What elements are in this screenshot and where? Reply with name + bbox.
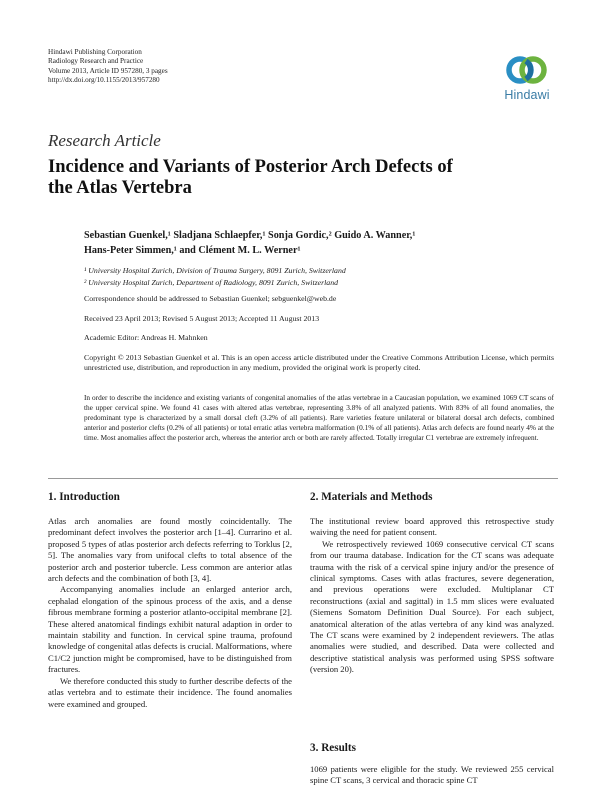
article-title — [48, 157, 518, 199]
title-line: Incidence and Variants of Posterior Arch Defects of — [48, 157, 453, 177]
hindawi-logo-text: Hindawi — [504, 88, 550, 102]
section-divider — [48, 478, 558, 479]
article-type: Research Article — [48, 131, 161, 150]
methods-heading: 2. Materials and Methods — [310, 491, 433, 503]
authors-line: Sebastian Guenkel,¹ Sladjana Schlaepfer,¹ Sonja Gordic,² Guido A. Wanner,¹ — [84, 230, 416, 241]
introduction-heading: 1. Introduction — [48, 491, 120, 503]
methods-body — [310, 516, 554, 676]
paragraph: We therefore conducted this study to further describe defects of the atlas vertebra and to estimate their incidence. The found anomalies were examined and grouped. — [48, 675, 292, 709]
volume-info: Volume 2013, Article ID 957280, 3 pages — [48, 66, 168, 75]
paragraph: 1069 patients were eligible for the study. We reviewed 255 cervical spine CT scans, 3 cervical and thoracic spine CT — [310, 764, 554, 786]
abstract: In order to describe the incidence and existing variants of congenital anomalies of the atlas vertebrae in a Caucasian population, we examined 1069 CT scans of the upper cervical spine. We found 41 cases with altered atlas vertebrae, representing 3.8% of all analyzed patients. With 83% of all found anomalies, the predominant type is characterized by a small dorsal cleft (3.2% of all patients). Rare varieties feature unilateral or bilateral dorsal arch defects, combined anterior and posterior clefts (0.2% of all patients) or total erratic atlas vertebra malformation (0.1% of all patients). Atlas arch defects are found nearly 4% at the time. Most anomalies affect the posterior arch, whereas the anterior arch or both are rarely affected. Totally irregular C1 vertebrae are extremely infrequent. — [84, 393, 554, 442]
paragraph: Accompanying anomalies include an enlarged anterior arch, cephalad elongation of the spinous process of the axis, and a dense fibrous membrane forming a posterior atlanto-occipital membrane [2]. These altered anatomical findings exhibit natural adaption in order to maintain stability and function. In cervical spine trauma, profound knowledge of congenital atlas defects is crucial. Malformations, where C1/C2 junction might be compromised, have to be distinguished from fractures. — [48, 584, 292, 675]
publication-dates: Received 23 April 2013; Revised 5 August 2013; Accepted 11 August 2013 — [84, 314, 320, 323]
affiliation-2: ² University Hospital Zurich, Department of Radiology, 8091 Zurich, Switzerland — [84, 278, 338, 287]
doi-link[interactable]: http://dx.doi.org/10.1155/2013/957280 — [48, 75, 160, 84]
journal-header — [48, 48, 168, 85]
paragraph: Atlas arch anomalies are found mostly coincidentally. The predominant defect involves the posterior arch [1–4]. Currarino et al. proposed 5 types of atlas posterior arch defects referring to Torklus [2, 5]. The anomalies vary from unifocal clefts to total absence of the posterior arch and posterior tubercle. Less common are anterior atlas arch defects and the combination of both [3, 4]. — [48, 516, 292, 584]
author-list — [84, 228, 554, 258]
title-line: the Atlas Vertebra — [48, 178, 192, 198]
correspondence: Correspondence should be addressed to Sebastian Guenkel; sebguenkel@web.de — [84, 294, 337, 303]
introduction-body — [48, 516, 292, 710]
academic-editor: Academic Editor: Andreas H. Mahnken — [84, 333, 208, 342]
paragraph: The institutional review board approved this retrospective study waiving the need for patient consent. — [310, 516, 554, 538]
results-body — [310, 764, 554, 787]
copyright-notice: Copyright © 2013 Sebastian Guenkel et al. This is an open access article distributed under the Creative Commons Attribution License, which permits unrestricted use, distribution, and reproduction in any medium, provided the original work is properly cited. — [84, 353, 554, 372]
journal-name: Radiology Research and Practice — [48, 57, 144, 66]
paragraph: We retrospectively reviewed 1069 consecutive cervical CT scans from our trauma database. Indication for the CT scans was adequate trauma with the risk of a cervical spine injury and/or the presence of clinical symptoms. Cases with atlas fractures, severe degeneration, and previous operations were excluded. Multiplanar CT reconstructions (axial and sagittal) in 1.5 mm slices were evaluated (Siemens Somatom Definition Dual Source). For each subject, anatomical alteration of the atlas vertebra of any kind was analyzed. The CT scans were examined by 2 independent reviewers. The atlas anomalies were studied, and described. Data were collected and descriptive statistical analysis was performed using SPSS software (version 20). — [310, 538, 554, 675]
results-heading: 3. Results — [310, 742, 356, 754]
authors-line: Hans-Peter Simmen,¹ and Clément M. L. Werner¹ — [84, 245, 301, 256]
publisher-name: Hindawi Publishing Corporation — [48, 48, 142, 56]
affiliation-1: ¹ University Hospital Zurich, Division of Trauma Surgery, 8091 Zurich, Switzerland — [84, 266, 346, 275]
